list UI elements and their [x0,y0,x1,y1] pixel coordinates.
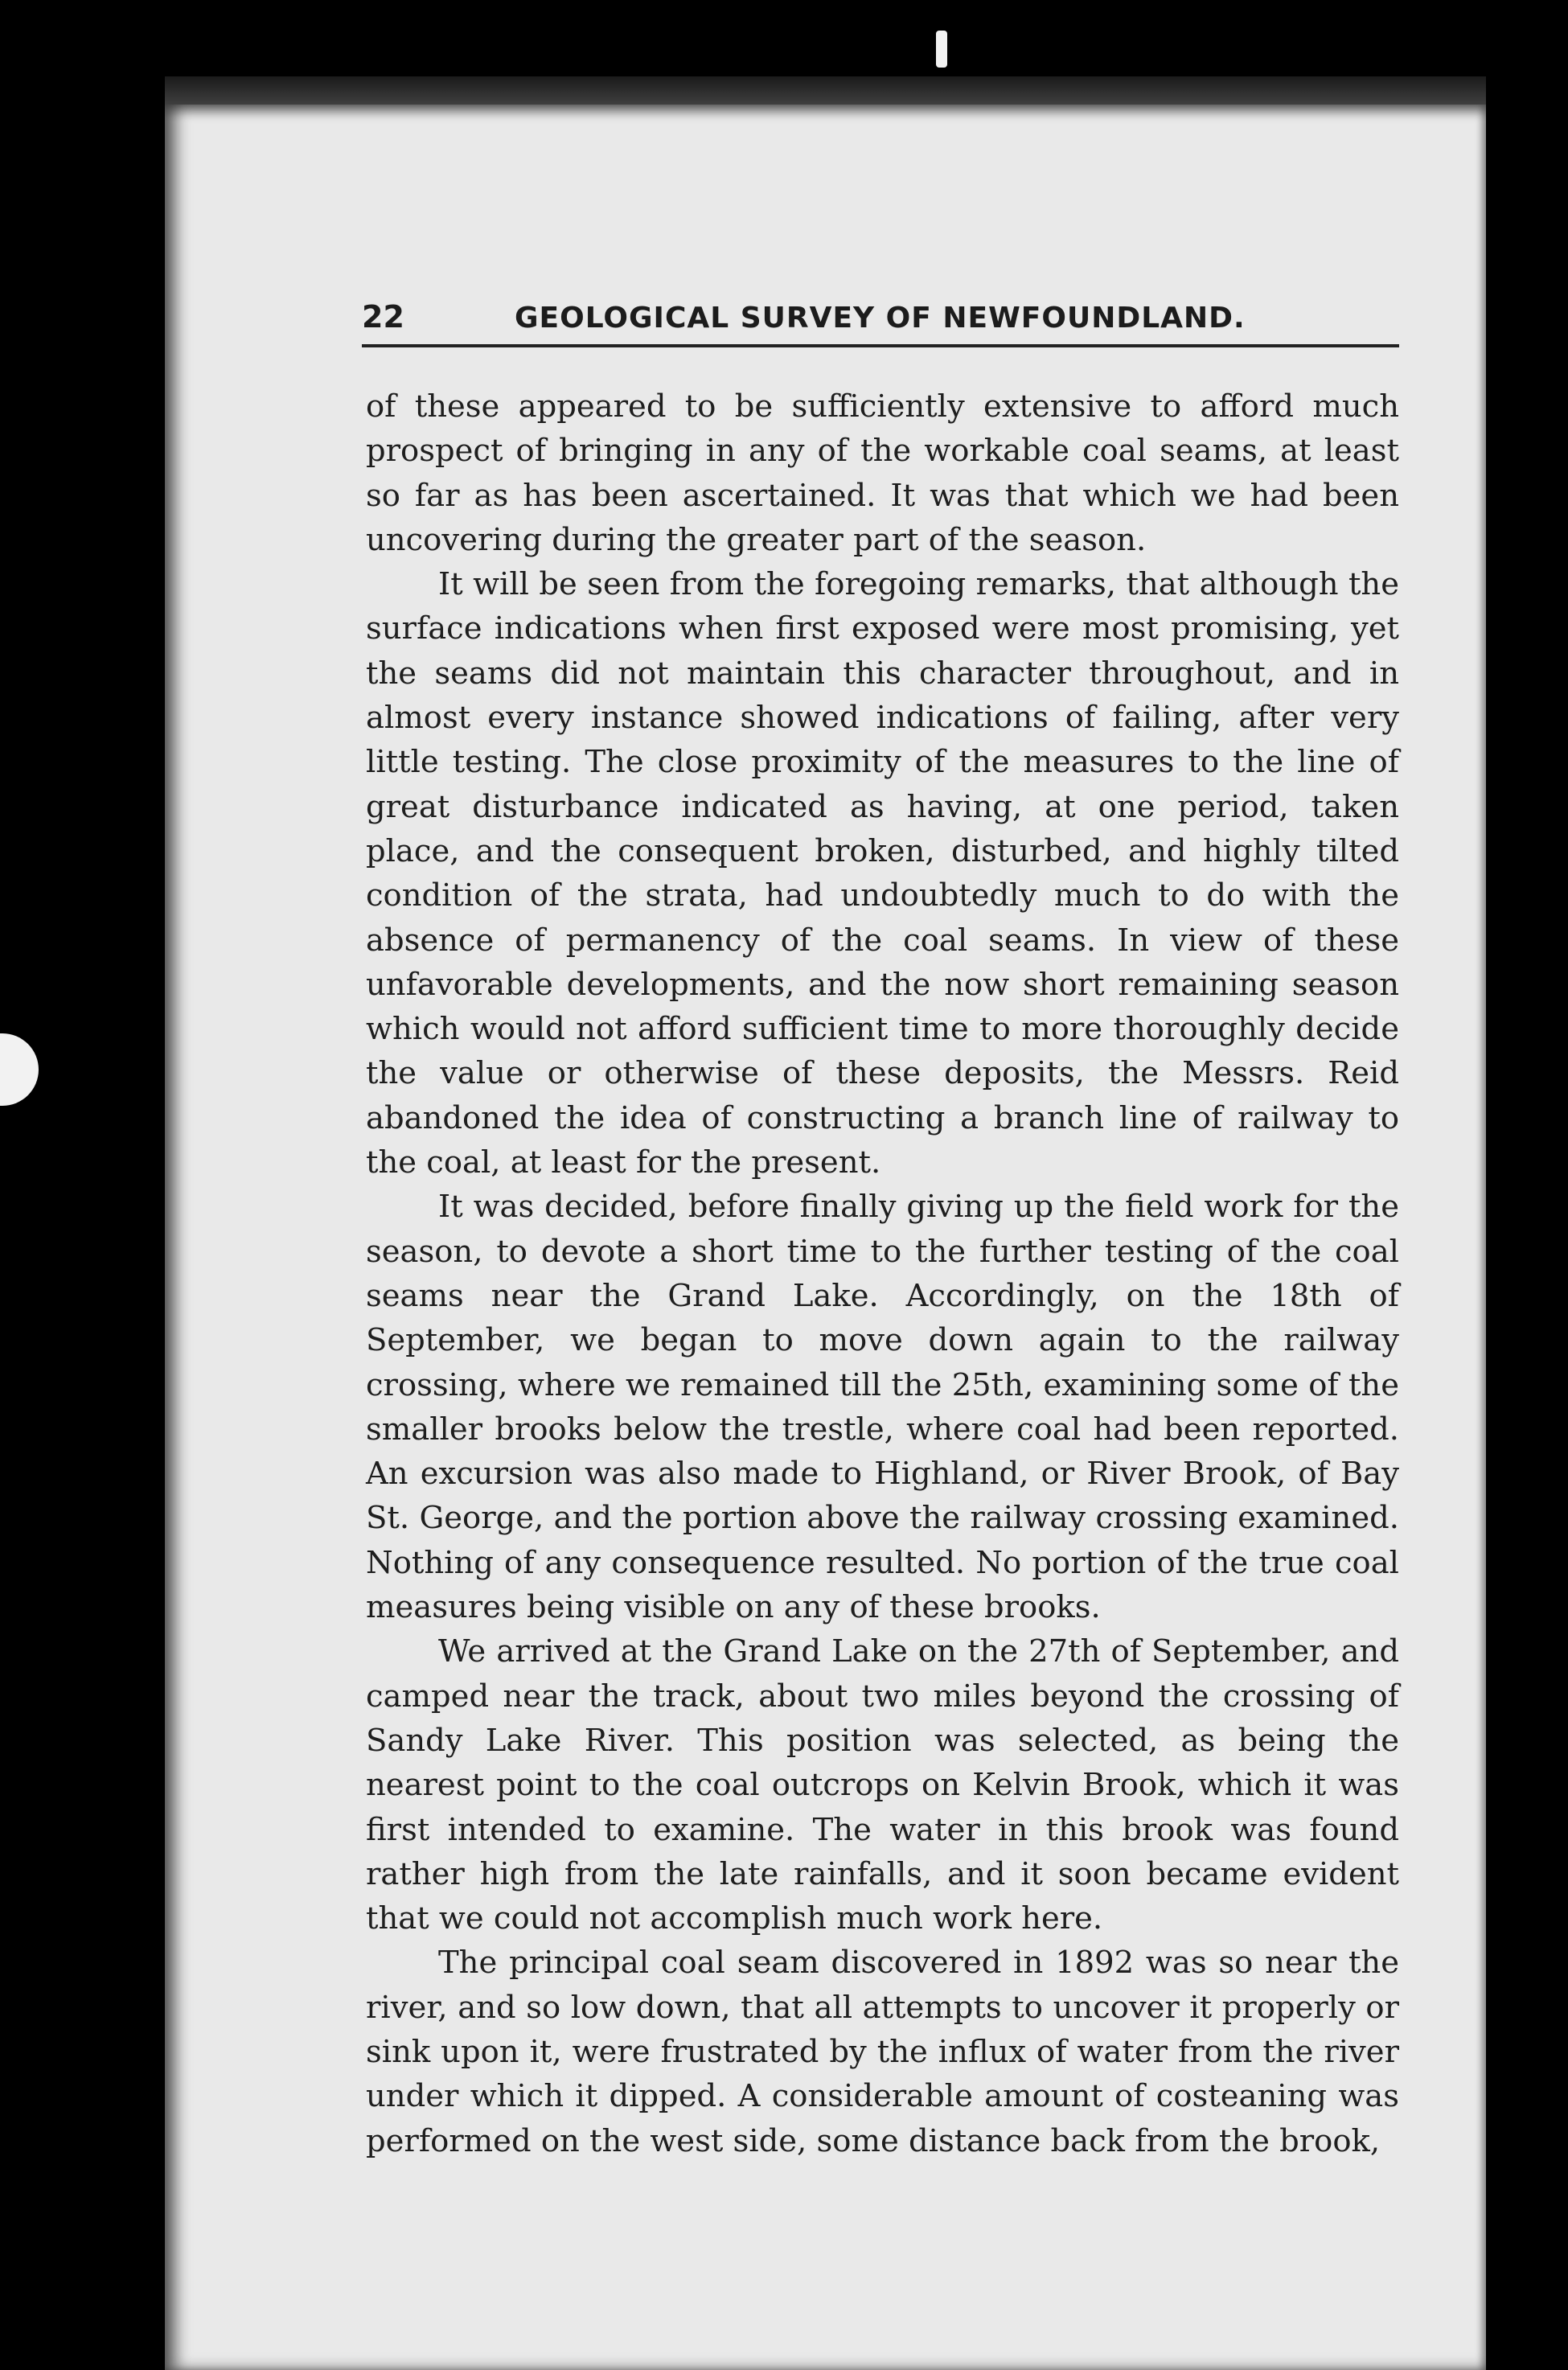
paragraph: It was decided, before finally giving up the field work for the season, to devote a short time to the further testing of the coal seams near the Grand Lake. Accordingly, on the 18th of September, we began to move down again to the railway crossing, where we remained till the 25th, examining some of the smaller brooks below the trestle, where coal had been reported. An excursion was also made to Highland, or River Brook, of Bay St. George, and the portion above the railway crossing examined. Nothing of any consequence resulted. No portion of the true coal measures being visible on any of these brooks. [366,1189,1399,1626]
scan-mark [936,31,947,68]
header-rule [362,344,1399,347]
page-number: 22 [362,299,404,335]
paragraph: of these appeared to be sufficiently extensive to afford much prospect of bringing in any of the workable coal seams, at least so far as has been ascertained. It was that which we had been uncovering during the greater part of the season. [366,388,1399,558]
body-text [366,384,1399,2163]
page-header [362,299,1399,335]
paragraph: It will be seen from the foregoing remarks, that although the surface indications when first exposed were most promising, yet the seams did not maintain this character throughout, and in almost every instance showed indications of failing, after very little testing. The close proximity of the measures to the line of great disturbance indicated as having, at one period, taken place, and the consequent broken, disturbed, and highly tilted condition of the strata, had undoubtedly much to do with the absence of permanency of the coal seams. In view of these unfavorable developments, and the now short remaining season which would not afford sufficient time to more thoroughly decide the value or otherwise of these deposits, the Messrs. Reid abandoned the idea of constructing a branch line of railway to the coal, at least for the present. [366,566,1399,1181]
scan-blob [0,1033,39,1106]
paragraph: The principal coal seam discovered in 1892 was so near the river, and so low down, that all attempts to uncover it properly or sink upon it, were frustrated by the influx of water from the river under which it dipped. A considerable amount of costeaning was performed on the west side, some distance back from the brook, [366,1945,1399,2159]
running-head: GEOLOGICAL SURVEY OF NEWFOUNDLAND. [515,302,1246,335]
page-top-edge [165,76,1486,109]
paragraph: We arrived at the Grand Lake on the 27th of September, and camped near the track, about two miles beyond the crossing of Sandy Lake River. This position was selected, as being the nearest point to the coal outcrops on Kelvin Brook, which it was first intended to examine. The water in this brook was found rather high from the late rainfalls, and it soon became evident that we could not accomplish much work here. [366,1633,1399,1937]
